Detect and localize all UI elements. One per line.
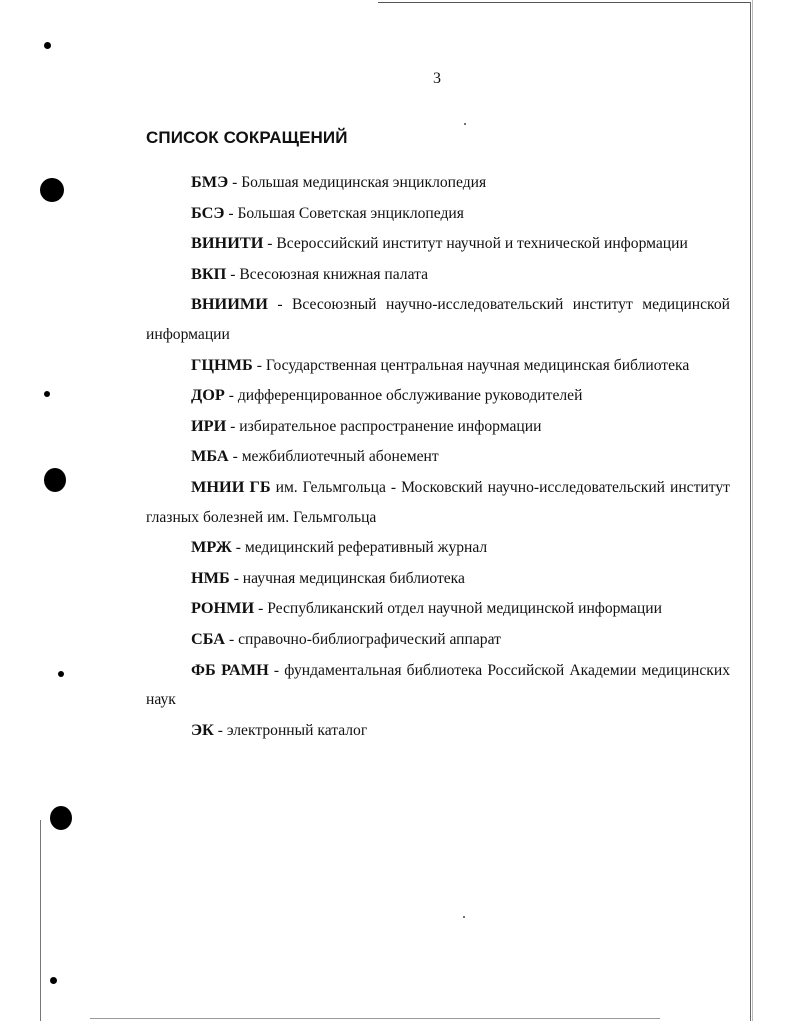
abbreviation-term: ВНИИМИ <box>191 294 268 314</box>
binder-hole-mark <box>44 468 66 492</box>
binder-hole-mark <box>44 391 50 397</box>
abbreviation-entry <box>146 715 730 746</box>
binder-hole-mark <box>50 977 57 984</box>
abbreviation-entry <box>146 563 730 594</box>
abbreviation-definition: медицинский реферативный журнал <box>244 539 488 557</box>
abbreviation-list <box>146 167 730 745</box>
abbreviation-entry <box>146 655 730 715</box>
abbreviation-separator: - <box>254 600 268 618</box>
scan-speck <box>464 123 466 125</box>
abbreviation-separator: - <box>267 296 292 314</box>
abbreviation-entry <box>146 532 730 563</box>
abbreviation-entry <box>146 380 730 411</box>
abbreviation-separator: - <box>225 630 239 648</box>
abbreviation-term: МРЖ <box>191 537 232 557</box>
abbreviation-separator: - <box>226 417 240 435</box>
binder-hole-mark <box>40 178 64 202</box>
binder-hole-mark <box>50 806 72 830</box>
abbreviation-separator: - <box>224 387 238 405</box>
abbreviation-definition: электронный каталог <box>226 721 368 739</box>
abbreviation-definition: межбиблиотечный абонемент <box>241 448 439 466</box>
abbreviation-definition: им. Гельмгольца - Московский научно-исследовательский институт глазных болезней им. Гельмгольца <box>146 478 730 526</box>
abbreviation-entry <box>146 441 730 472</box>
abbreviation-definition: дифференцированное обслуживание руководителей <box>237 387 583 405</box>
abbreviation-definition: научная медицинская библиотека <box>242 569 465 587</box>
abbreviation-term: НМБ <box>191 567 230 587</box>
abbreviation-term: ВКП <box>191 263 227 283</box>
abbreviation-entry <box>146 411 730 442</box>
abbreviation-separator: - <box>231 539 245 557</box>
abbreviation-entry <box>146 472 730 532</box>
abbreviation-entry <box>146 593 730 624</box>
scan-edge-top <box>378 2 750 3</box>
scan-speck <box>463 916 465 918</box>
abbreviation-definition: Большая Советская энциклопедия <box>237 204 464 222</box>
abbreviation-definition: Всесоюзный научно-исследовательский институт медицинской информации <box>146 296 730 343</box>
abbreviation-separator: - <box>268 661 285 679</box>
abbreviation-entry <box>146 167 730 198</box>
abbreviation-definition: справочно-библиографический аппарат <box>238 630 501 648</box>
scan-edge-left <box>40 820 41 1021</box>
abbreviation-definition: Государственная центральная научная медицинская библиотека <box>265 356 690 374</box>
abbreviation-separator: - <box>263 235 277 253</box>
abbreviation-term: БСЭ <box>191 202 225 222</box>
abbreviation-definition: Всероссийский институт научной и технической информации <box>276 235 688 253</box>
abbreviation-definition: Всесоюзная книжная палата <box>239 265 429 283</box>
abbreviation-term: ВИНИТИ <box>191 233 264 253</box>
abbreviation-term: ЭК <box>191 719 214 739</box>
abbreviation-entry <box>146 228 730 259</box>
abbreviation-definition: Республиканский отдел научной медицинской информации <box>267 600 662 618</box>
binder-hole-mark <box>44 42 51 49</box>
scan-edge-bottom <box>90 1018 660 1019</box>
abbreviation-separator: - <box>252 356 266 374</box>
abbreviation-definition: избирательное распространение информации <box>239 417 542 435</box>
abbreviation-separator: - <box>213 721 227 739</box>
abbreviation-term: БМЭ <box>191 172 229 191</box>
abbreviation-separator: - <box>228 448 242 466</box>
abbreviation-entry <box>146 350 730 381</box>
abbreviation-term: ДОР <box>191 385 225 405</box>
page-title: СПИСОК СОКРАЩЕНИЙ <box>146 128 348 147</box>
scan-edge-right <box>750 2 751 1021</box>
abbreviation-definition: фундаментальная библиотека Российской Академии медицинских наук <box>146 661 730 709</box>
abbreviation-separator: - <box>226 265 240 283</box>
abbreviation-term: ИРИ <box>191 415 227 435</box>
abbreviation-entry <box>146 198 730 229</box>
abbreviation-entry <box>146 259 730 290</box>
abbreviation-term: ГЦНМБ <box>191 354 253 374</box>
binder-hole-mark <box>58 671 64 677</box>
scan-edge-right-shadow <box>752 0 753 1021</box>
abbreviation-term: СБА <box>191 628 226 648</box>
abbreviation-term: ФБ РАМН <box>191 659 269 679</box>
abbreviation-separator: - <box>228 174 242 191</box>
page-number: 3 <box>433 70 441 87</box>
abbreviation-definition: Большая медицинская энциклопедия <box>241 174 487 191</box>
abbreviation-term: МНИИ ГБ <box>191 476 271 496</box>
abbreviation-separator: - <box>224 204 238 222</box>
abbreviation-entry <box>146 624 730 655</box>
abbreviation-term: РОНМИ <box>191 598 255 618</box>
abbreviation-entry <box>146 289 730 349</box>
abbreviation-term: МБА <box>191 446 229 466</box>
abbreviation-separator: - <box>229 569 243 587</box>
